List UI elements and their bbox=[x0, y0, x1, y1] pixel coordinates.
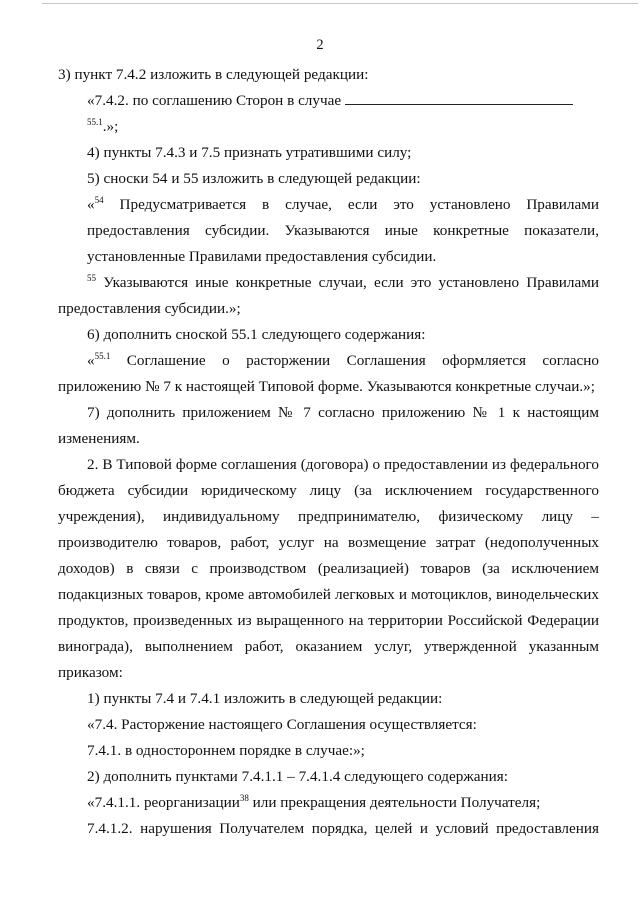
sub-2-text: 2) дополнить пунктами 7.4.1.1 – 7.4.1.4 следующего содержания: bbox=[87, 768, 508, 785]
paragraph-clause-7412 bbox=[58, 816, 599, 842]
paragraph-clause-7411 bbox=[58, 790, 599, 816]
item-6-text: 6) дополнить сноской 55.1 следующего содержания: bbox=[87, 326, 426, 343]
footnote-38-marker: 38 bbox=[239, 792, 249, 803]
paragraph-item-5 bbox=[58, 166, 599, 192]
paragraph-clause-741 bbox=[58, 738, 599, 764]
footnote-55-paragraph bbox=[58, 270, 599, 322]
paragraph-section-2 bbox=[58, 452, 599, 686]
quote-open: « bbox=[87, 352, 95, 369]
sub-1-text: 1) пункты 7.4 и 7.4.1 изложить в следующей редакции: bbox=[87, 690, 443, 707]
paragraph-clause-742 bbox=[58, 88, 599, 140]
clause-742-end: .»; bbox=[102, 118, 119, 135]
quote-open: « bbox=[87, 196, 95, 213]
paragraph-sub-1 bbox=[58, 686, 599, 712]
clause-742-text: «7.4.2. по соглашению Сторон в случае bbox=[87, 92, 342, 109]
footnote-551-paragraph bbox=[58, 348, 599, 400]
clause-741-text: 7.4.1. в одностороннем порядке в случае:»; bbox=[87, 742, 365, 759]
footnote-54-marker: 54 bbox=[94, 194, 104, 205]
clause-74-text: «7.4. Расторжение настоящего Соглашения осуществляется: bbox=[87, 716, 477, 733]
page-number: 2 bbox=[316, 37, 324, 53]
paragraph-sub-2 bbox=[58, 764, 599, 790]
paragraph-item-4 bbox=[58, 140, 599, 166]
footnote-551-text: Соглашение о расторжении Соглашения оформляется согласно приложению № 7 к настоящей Типовой форме. Указываются конкретные случаи.»; bbox=[58, 352, 599, 395]
footnote-54-text: Предусматривается в случае, если это установлено Правилами предоставления субсидии. Указываются иные конкретные показатели, установленные Правилами предоставления субсидии. bbox=[87, 196, 599, 265]
document-body bbox=[58, 62, 599, 842]
paragraph-item-6 bbox=[58, 322, 599, 348]
footnote-ref-551: 55.1 bbox=[87, 116, 103, 127]
clause-7411-text: «7.4.1.1. реорганизации bbox=[87, 794, 240, 811]
footnote-55-marker: 55 bbox=[87, 272, 96, 283]
footnote-551-marker: 55.1 bbox=[94, 350, 111, 361]
paragraph-clause-74 bbox=[58, 712, 599, 738]
item-3-text: 3) пункт 7.4.2 изложить в следующей редакции: bbox=[58, 66, 369, 83]
footnote-54-paragraph bbox=[87, 192, 599, 270]
section-2-text: 2. В Типовой форме соглашения (договора) о предоставлении из федерального бюджета субсидии юридическому лицу (за исключением государственного учреждения), индивидуальному предпринимателю, физическому лицу – производителю товаров, работ, услуг на возмещение затрат (недополученных доходов) в связи с производством (реализацией) товаров (за исключением подакцизных товаров, кроме автомобилей легковых и мотоциклов, винодельческих продуктов, произведенных из выращенного на территории Российской Федерации винограда), выполнением работ, оказанием услуг, утвержденной указанным приказом: bbox=[58, 456, 599, 681]
item-5-text: 5) сноски 54 и 55 изложить в следующей редакции: bbox=[87, 170, 421, 187]
scan-edge-line bbox=[42, 3, 638, 4]
footnote-55-text: Указываются иные конкретные случаи, если это установлено Правилами предоставления субсидии.»; bbox=[58, 274, 599, 317]
item-7-text: 7) дополнить приложением № 7 согласно приложению № 1 к настоящим изменениям. bbox=[58, 404, 599, 447]
item-4-text: 4) пункты 7.4.3 и 7.5 признать утратившими силу; bbox=[87, 144, 412, 161]
fill-in-blank bbox=[345, 90, 573, 105]
paragraph-item-7 bbox=[58, 400, 599, 452]
clause-7412-text: 7.4.1.2. нарушения Получателем порядка, целей и условий предоставления bbox=[87, 820, 599, 837]
clause-7411-end: или прекращения деятельности Получателя; bbox=[248, 794, 541, 811]
paragraph-item-3 bbox=[58, 62, 599, 88]
